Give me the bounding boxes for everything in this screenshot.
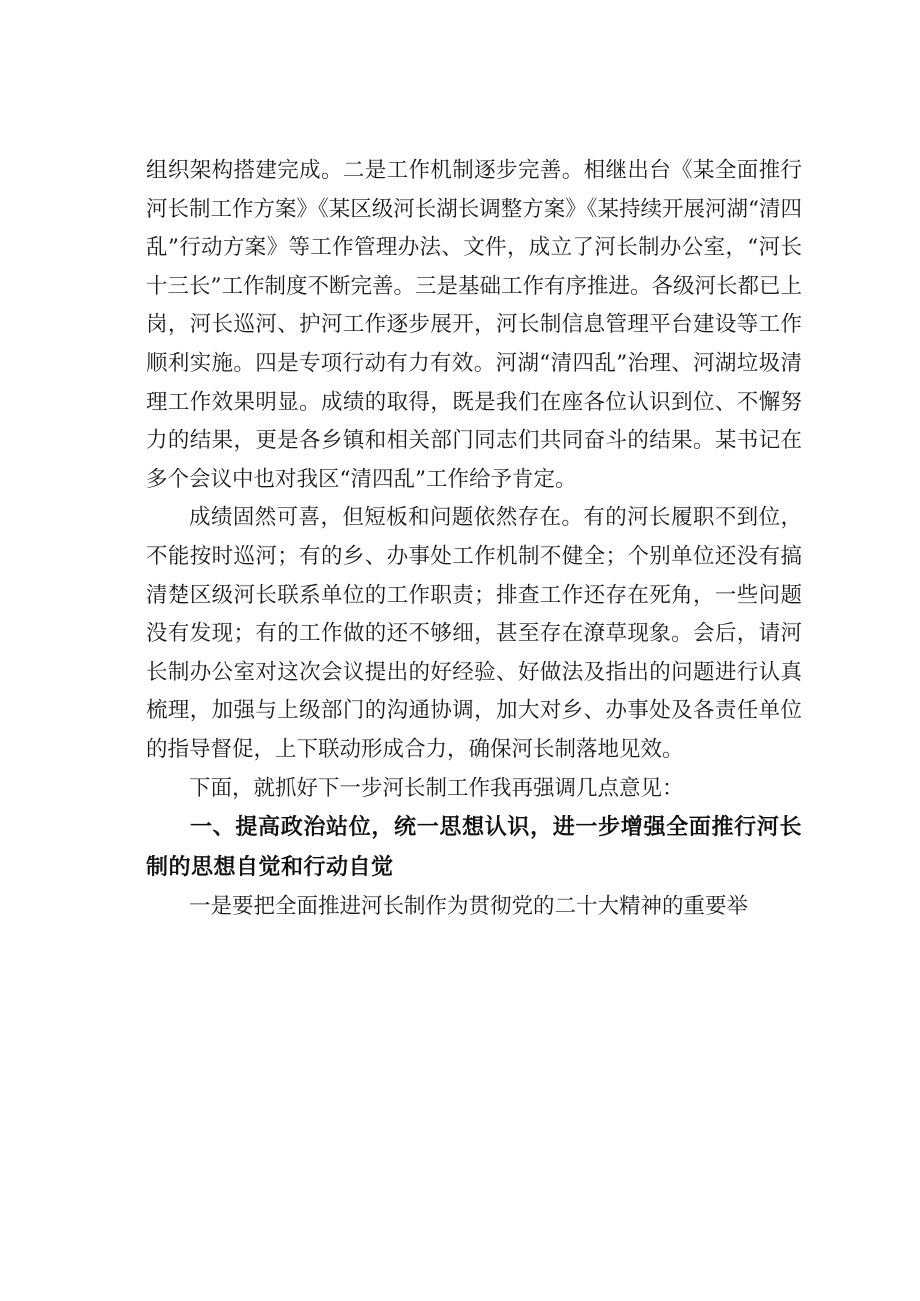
paragraph-intro-opinions: 下面，就抓好下一步河长制工作我再强调几点意见： xyxy=(189,775,684,801)
section-heading-one: 一、提高政治站位，统一思想认识，进一步增强全面推行河长制的思想自觉和行动自觉 xyxy=(146,815,802,881)
paragraph-shortcomings: 成绩固然可喜，但短板和问题依然存在。有的河长履职不到位，不能按时巡河；有的乡、办事处工作机制不健全；个别单位还没有搞清楚区级河长联系单位的工作职责；排查工作还存在死角，一些问题没有发现；有的工作做的还不够细，甚至存在潦草现象。会后，请河长制办公室对这次会议提出的好经验、好做法及指出的问题进行认真梳理，加强与上级部门的沟通协调，加大对乡、办事处及各责任单位的指导督促，上下联动形成合力，确保河长制落地见效。 xyxy=(146,505,802,762)
paragraph-achievements: 组织架构搭建完成。二是工作机制逐步完善。相继出台《某全面推行河长制工作方案》《某区级河长湖长调整方案》《某持续开展河湖“清四乱”行动方案》等工作管理办法、文件，成立了河长制办公室，“河长十三长”工作制度不断完善。三是基础工作有序推进。各级河长都已上岗，河长巡河、护河工作逐步展开，河长制信息管理平台建设等工作顺利实施。四是专项行动有力有效。河湖“清四乱”治理、河湖垃圾清理工作效果明显。成绩的取得，既是我们在座各位认识到位、不懈努力的结果，更是各乡镇和相关部门同志们共同奋斗的结果。某书记在多个会议中也对我区“清四乱”工作给予肯定。 xyxy=(146,158,802,492)
paragraph-first-point: 一是要把全面推进河长制作为贯彻党的二十大精神的重要举 xyxy=(189,894,749,920)
document-body xyxy=(146,152,802,927)
